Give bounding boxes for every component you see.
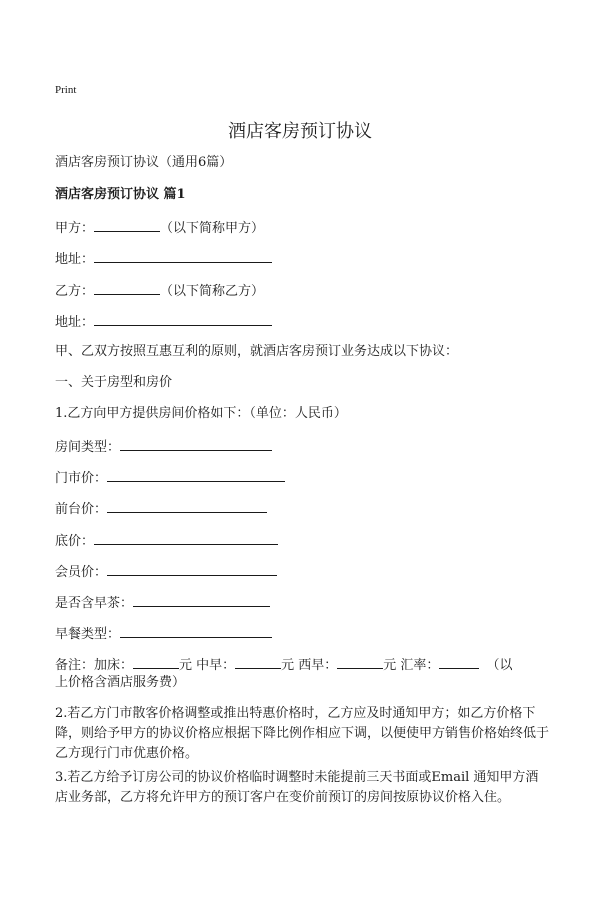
extra-bed-blank [133, 655, 179, 669]
breakfast-label: 是否含早茶： [55, 596, 134, 611]
remarks-line-2: 上价格含酒店服务费） [55, 675, 186, 690]
section-one-heading: 一、关于房型和房价 [55, 375, 173, 390]
front-desk-label: 前台价： [55, 502, 108, 517]
party-b-label: 乙方： [55, 284, 95, 299]
intro-paragraph: 甲、乙双方按照互惠互利的原则，就酒店客房预订业务达成以下协议： [55, 344, 459, 359]
remarks-tail: （以 [486, 658, 513, 673]
section-heading: 酒店客房预订协议 篇1 [55, 187, 186, 202]
chinese-breakfast-blank [235, 655, 281, 669]
front-desk-blank [107, 499, 267, 513]
remarks-chinese-breakfast: 元 中早： [179, 658, 236, 673]
remarks-exchange-rate: 元 汇率： [383, 658, 440, 673]
room-type-label: 房间类型： [55, 440, 121, 455]
item-1: 1.乙方向甲方提供房间价格如下：（单位：人民币） [55, 406, 347, 421]
rack-rate-line [55, 468, 285, 487]
front-desk-line [55, 499, 267, 518]
breakfast-type-label: 早餐类型： [55, 627, 121, 642]
address-label: 地址： [55, 315, 95, 330]
floor-price-line [55, 531, 278, 550]
party-a-label: 甲方： [55, 221, 95, 236]
item-2: 2.若乙方门市散客价格调整或推出特惠价格时，乙方应及时通知甲方；如乙方价格下降，则给予甲方的协议价格应根据下降比例作相应下调，以便使甲方销售价格始终低于乙方现行门市优惠价格。 [55, 706, 550, 761]
breakfast-type-line [55, 624, 272, 643]
member-price-blank [107, 562, 277, 576]
party-b-address-blank [94, 312, 272, 326]
party-b-blank [94, 281, 160, 295]
party-a-note: （以下简称甲方） [160, 221, 265, 236]
member-price-label: 会员价： [55, 565, 108, 580]
subtitle: 酒店客房预订协议（通用6篇） [55, 155, 233, 170]
remarks-prefix: 备注：加床： [55, 658, 134, 673]
document-title: 酒店客房预订协议 [228, 121, 372, 142]
party-a-blank [94, 218, 160, 232]
rack-rate-blank [107, 468, 285, 482]
floor-price-blank [94, 531, 278, 545]
floor-price-label: 底价： [55, 534, 95, 549]
remarks-western-breakfast: 元 西早： [281, 658, 338, 673]
party-a-address-blank [94, 249, 272, 263]
address-label: 地址： [55, 252, 95, 267]
breakfast-blank [133, 593, 270, 607]
breakfast-type-blank [120, 624, 272, 638]
room-type-blank [120, 437, 272, 451]
item-3: 3.若乙方给予订房公司的协议价格临时调整时未能提前三天书面或Email 通知甲方酒店业务部，乙方将允许甲方的预订客户在变价前预订的房间按原协议价格入住。 [55, 770, 539, 805]
party-b-address-line [55, 312, 272, 331]
breakfast-line [55, 593, 270, 612]
exchange-rate-blank [439, 655, 479, 669]
party-a-address-line [55, 249, 272, 268]
party-b-line [55, 281, 264, 300]
party-a-line [55, 218, 264, 237]
member-price-line [55, 562, 277, 581]
rack-rate-label: 门市价： [55, 471, 108, 486]
print-label[interactable]: Print [55, 84, 77, 96]
party-b-note: （以下简称乙方） [160, 284, 265, 299]
remarks-line [55, 655, 512, 674]
western-breakfast-blank [337, 655, 383, 669]
room-type-line [55, 437, 272, 456]
